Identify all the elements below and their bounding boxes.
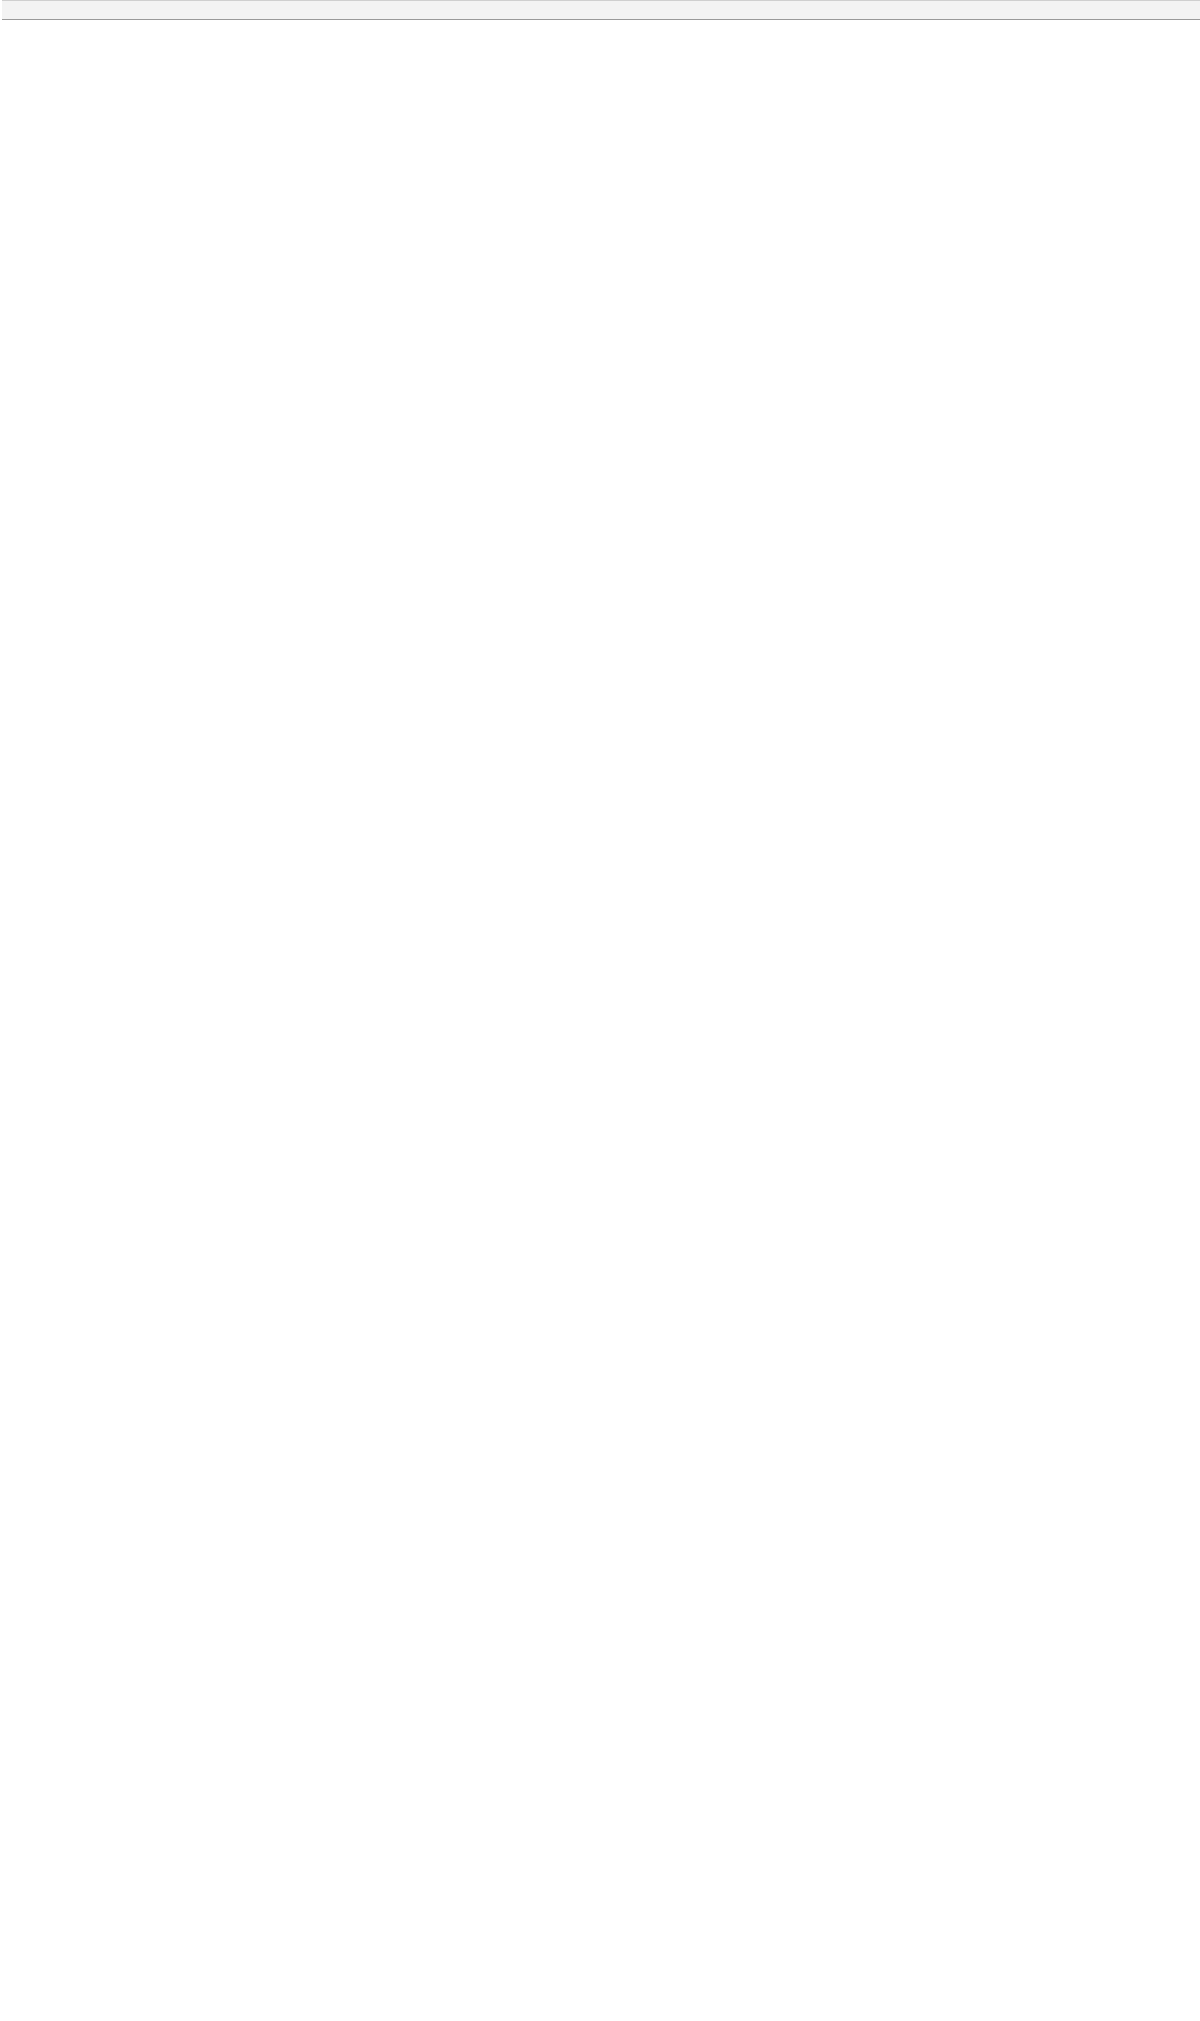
header-mean-age <box>277 1 363 20</box>
table-header-row <box>2 1 1200 20</box>
header-intervention <box>487 1 634 20</box>
studies-table <box>2 0 1200 20</box>
header-study-conclusion <box>996 1 1141 20</box>
header-cognitive-domains <box>708 1 852 20</box>
header-duration <box>634 1 708 20</box>
header-reference <box>2 1 140 20</box>
header-additional-endpoints <box>852 1 996 20</box>
header-selection-criteria <box>363 1 487 20</box>
header-study-limitations <box>1141 1 1200 20</box>
header-sample-size <box>140 1 277 20</box>
